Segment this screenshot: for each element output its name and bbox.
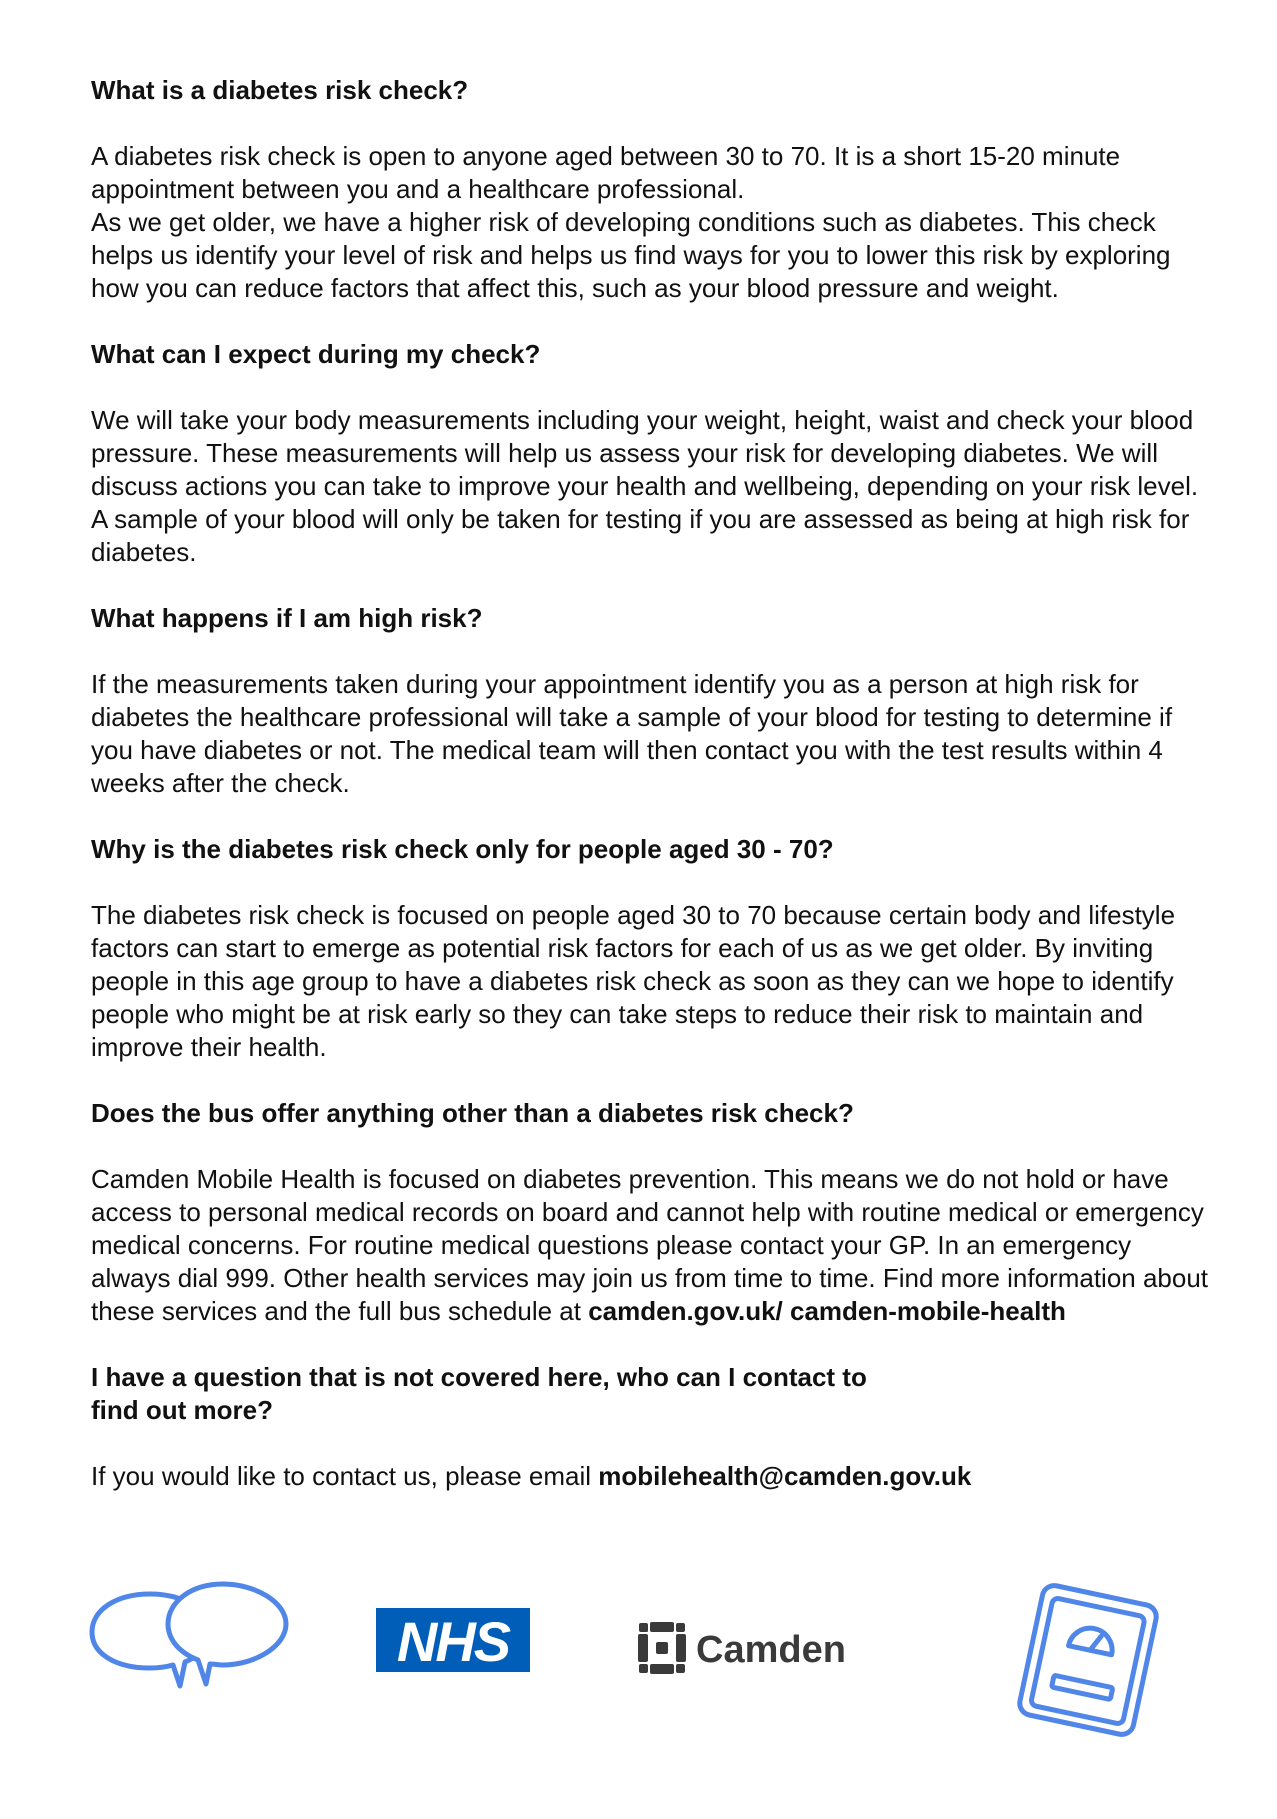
section-heading: What is a diabetes risk check? [91,75,469,105]
section-paragraph [91,140,1211,305]
section-contact [91,1361,1211,1493]
section-paragraph: If the measurements taken during your appointment identify you as a person at high risk for diabetes the healthcare professional will take a sample of your blood for testing to determine if you have diabetes or not. The medical team will then contact you with the test results within 4 weeks after the check. [91,669,1173,798]
camden-logo-text: Camden [696,1629,846,1671]
section-age-range [91,833,1211,1064]
document-body [91,74,1211,1526]
paragraph-line: A diabetes risk check is open to anyone aged between 30 to 70. It is a short 15-20 minute appointment between you and a healthcare professional. [91,141,1121,204]
nhs-logo [376,1608,530,1677]
section-heading: Does the bus offer anything other than a diabetes risk check? [91,1098,854,1128]
section-heading: What can I expect during my check? [91,339,541,369]
speech-bubbles-icon [88,1580,293,1700]
section-high-risk [91,602,1211,800]
section-paragraph: The diabetes risk check is focused on people aged 30 to 70 because certain body and lifestyle factors can start to emerge as potential risk factors for each of us as we get older. By inviting people in this age group to have a diabetes risk check as soon as they can we hope to identify people who might be at risk early so they can take steps to reduce their risk to maintain and improve their health. [91,900,1176,1062]
section-paragraph: We will take your body measurements including your weight, height, waist and check your blood pressure. These measurements will help us assess your risk for developing diabetes. We will discuss actions you can take to improve your health and wellbeing, depending on your risk level. A sample of your blood will only be taken for testing if you are assessed as being at high risk for diabetes. [91,405,1199,567]
section-other-services [91,1097,1211,1328]
section-heading: I have a question that is not covered here, who can I contact to find out more? [91,1362,867,1425]
paragraph-line: As we get older, we have a higher risk of developing conditions such as diabetes. This check helps us identify your level of risk and helps us find ways for you to lower this risk by exploring how you can reduce factors that affect this, such as your blood pressure and weight. [91,207,1171,303]
section-paragraph [91,1460,1211,1493]
email-link[interactable]: mobilehealth@camden.gov.uk [598,1461,972,1491]
nhs-logo-text: NHS [396,1610,510,1672]
section-heading: What happens if I am high risk? [91,603,483,633]
paragraph-text: Camden Mobile Health is focused on diabetes prevention. This means we do not hold or have access to personal medical records on board and cannot help with routine medical or emergency medical concerns. For routine medical questions please contact your GP. In an emergency always dial 999. Other health services may join us from time to time. Find more information about these services and the full bus schedule at [91,1164,1209,1326]
paragraph-text: If you would like to contact us, please email [91,1461,599,1491]
camden-logo [636,1620,876,1685]
footer-logos [0,1580,1277,1780]
website-link[interactable]: camden.gov.uk/ camden-mobile-health [588,1296,1066,1326]
section-paragraph [91,1163,1211,1328]
section-heading: Why is the diabetes risk check only for people aged 30 - 70? [91,834,834,864]
section-what-to-expect [91,338,1211,569]
weighing-scale-icon [1008,1580,1168,1745]
section-what-is [91,74,1211,305]
